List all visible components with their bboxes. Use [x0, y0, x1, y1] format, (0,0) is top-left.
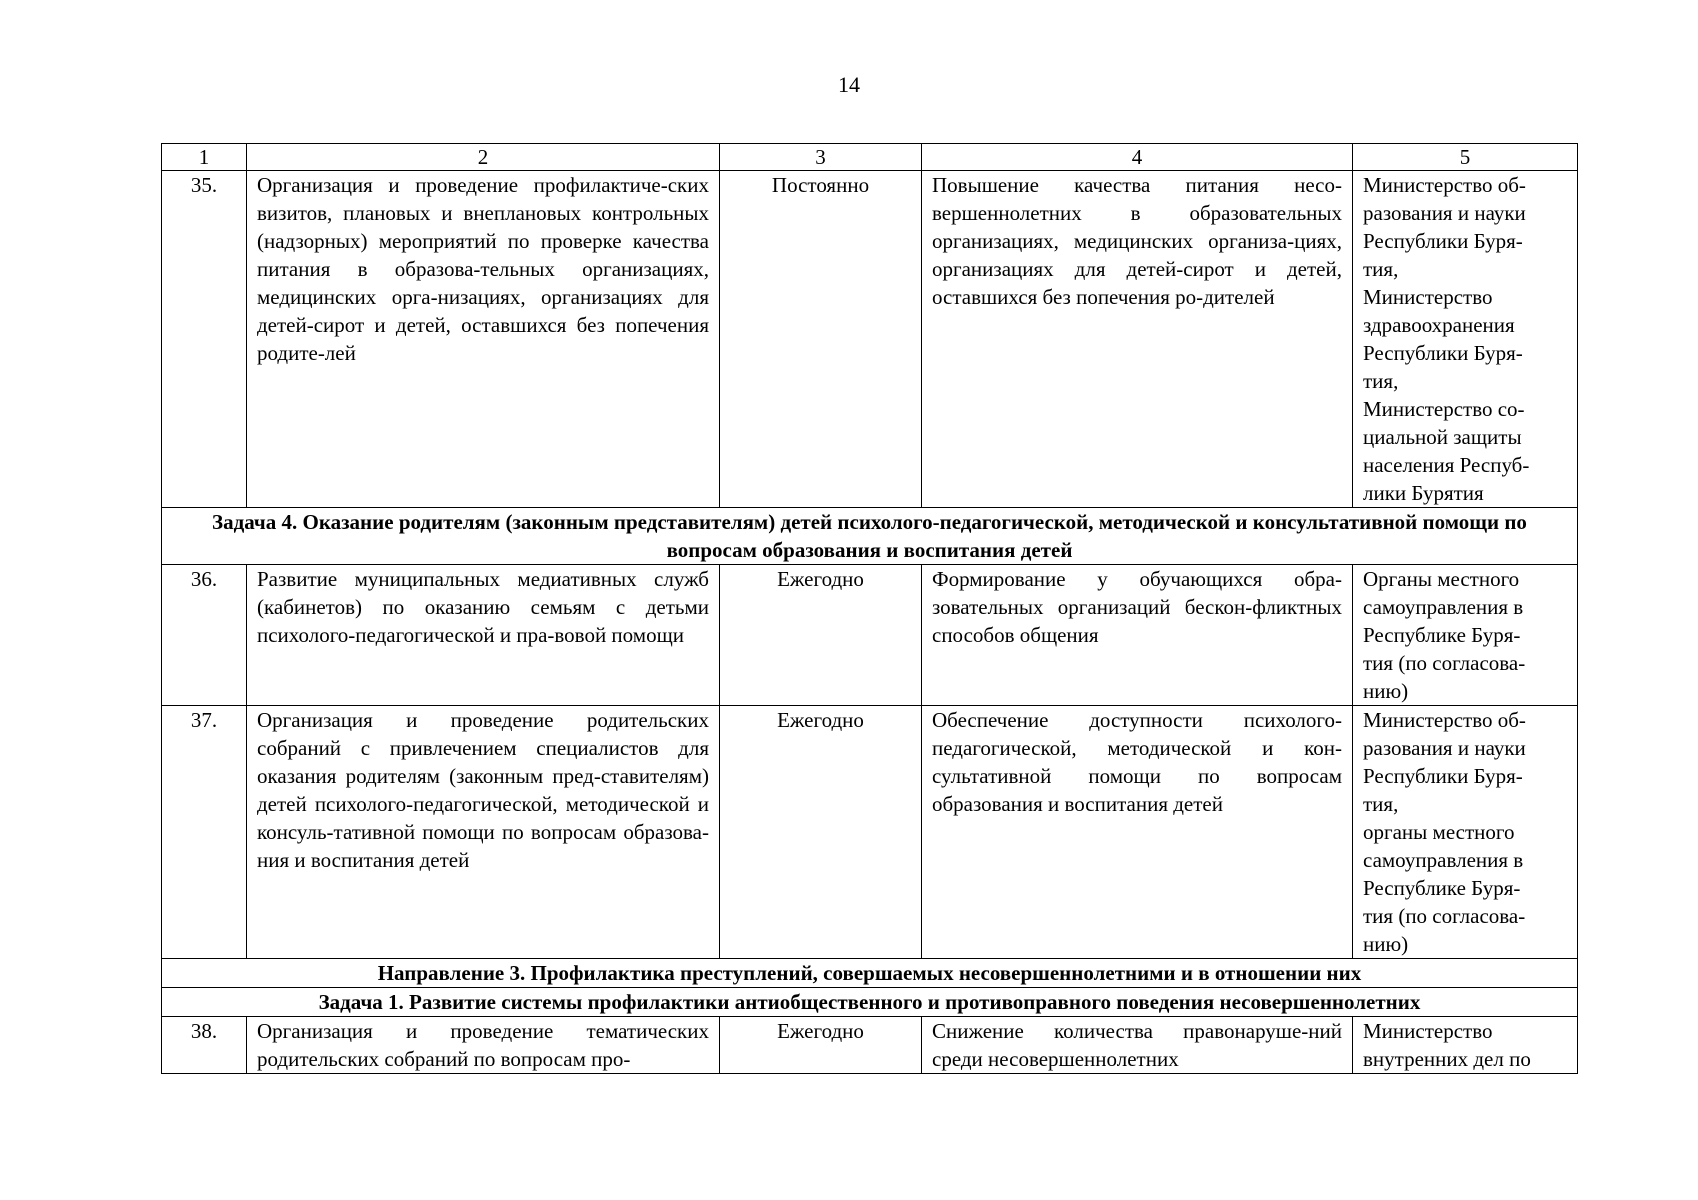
responsible-cell: Министерство об- разования и науки Республики Буря- тия, Министерство здравоохранения Республики Буря- тия, Министерство со- циальной защиты населения Респуб- лики Бурятия: [1353, 171, 1578, 508]
column-number-4: 4: [922, 144, 1353, 171]
row-number: 36.: [162, 565, 247, 706]
column-number-3: 3: [720, 144, 922, 171]
row-number: 35.: [162, 171, 247, 508]
row-number: 38.: [162, 1017, 247, 1074]
term-cell: Ежегодно: [720, 1017, 922, 1074]
section-heading-row: [162, 988, 1578, 1017]
section-heading: Направление 3. Профилактика преступлений, совершаемых несовершеннолетними и в отношении них: [162, 959, 1578, 988]
section-heading-row: [162, 959, 1578, 988]
result-cell: Обеспечение доступности психолого-педагогической, методической и кон-сультативной помощи по вопросам образования и воспитания детей: [922, 706, 1353, 959]
activity-cell: Развитие муниципальных медиативных служб (кабинетов) по оказанию семьям с детьми психолого-педагогической и пра-вовой помощи: [247, 565, 720, 706]
page-number: 14: [838, 72, 860, 97]
result-cell: Повышение качества питания несо-вершеннолетних в образовательных организациях, медицинских организа-циях, организациях для детей-сирот и детей, оставшихся без попечения ро-дителей: [922, 171, 1353, 508]
result-cell: Формирование у обучающихся обра-зовательных организаций бескон-фликтных способов общения: [922, 565, 1353, 706]
table-row: [162, 706, 1578, 959]
responsible-cell: Органы местного самоуправления в Республике Буря- тия (по согласова- нию): [1353, 565, 1578, 706]
activity-cell: Организация и проведение тематических родительских собраний по вопросам про-: [247, 1017, 720, 1074]
column-number-2: 2: [247, 144, 720, 171]
term-cell: Ежегодно: [720, 565, 922, 706]
activity-cell: Организация и проведение профилактиче-ских визитов, плановых и внеплановых контрольных (надзорных) мероприятий по проверке качества питания в образова-тельных организациях, медицинских орга-низациях, организациях для детей-сирот и детей, оставшихся без попечения родите-лей: [247, 171, 720, 508]
section-heading-row: [162, 508, 1578, 565]
measures-table: [161, 143, 1578, 1074]
responsible-cell: Министерство внутренних дел по: [1353, 1017, 1578, 1074]
term-cell: Ежегодно: [720, 706, 922, 959]
result-cell: Снижение количества правонаруше-ний среди несовершеннолетних: [922, 1017, 1353, 1074]
row-number: 37.: [162, 706, 247, 959]
column-number-5: 5: [1353, 144, 1578, 171]
responsible-cell: Министерство об- разования и науки Республики Буря- тия, органы местного самоуправления в Республике Буря- тия (по согласова- нию): [1353, 706, 1578, 959]
table-header-row: [162, 144, 1578, 171]
column-number-1: 1: [162, 144, 247, 171]
table-row: [162, 1017, 1578, 1074]
section-heading: Задача 4. Оказание родителям (законным представителям) детей психолого-педагогической, методической и консультативной помощи по вопросам образования и воспитания детей: [162, 508, 1578, 565]
activity-cell: Организация и проведение родительских собраний с привлечением специалистов для оказания родителям (законным пред-ставителям) детей психолого-педагогической, методической и консуль-тативной помощи по вопросам образова-ния и воспитания детей: [247, 706, 720, 959]
table-row: [162, 171, 1578, 508]
term-cell: Постоянно: [720, 171, 922, 508]
section-heading: Задача 1. Развитие системы профилактики антиобщественного и противоправного поведения несовершеннолетних: [162, 988, 1578, 1017]
table-row: [162, 565, 1578, 706]
